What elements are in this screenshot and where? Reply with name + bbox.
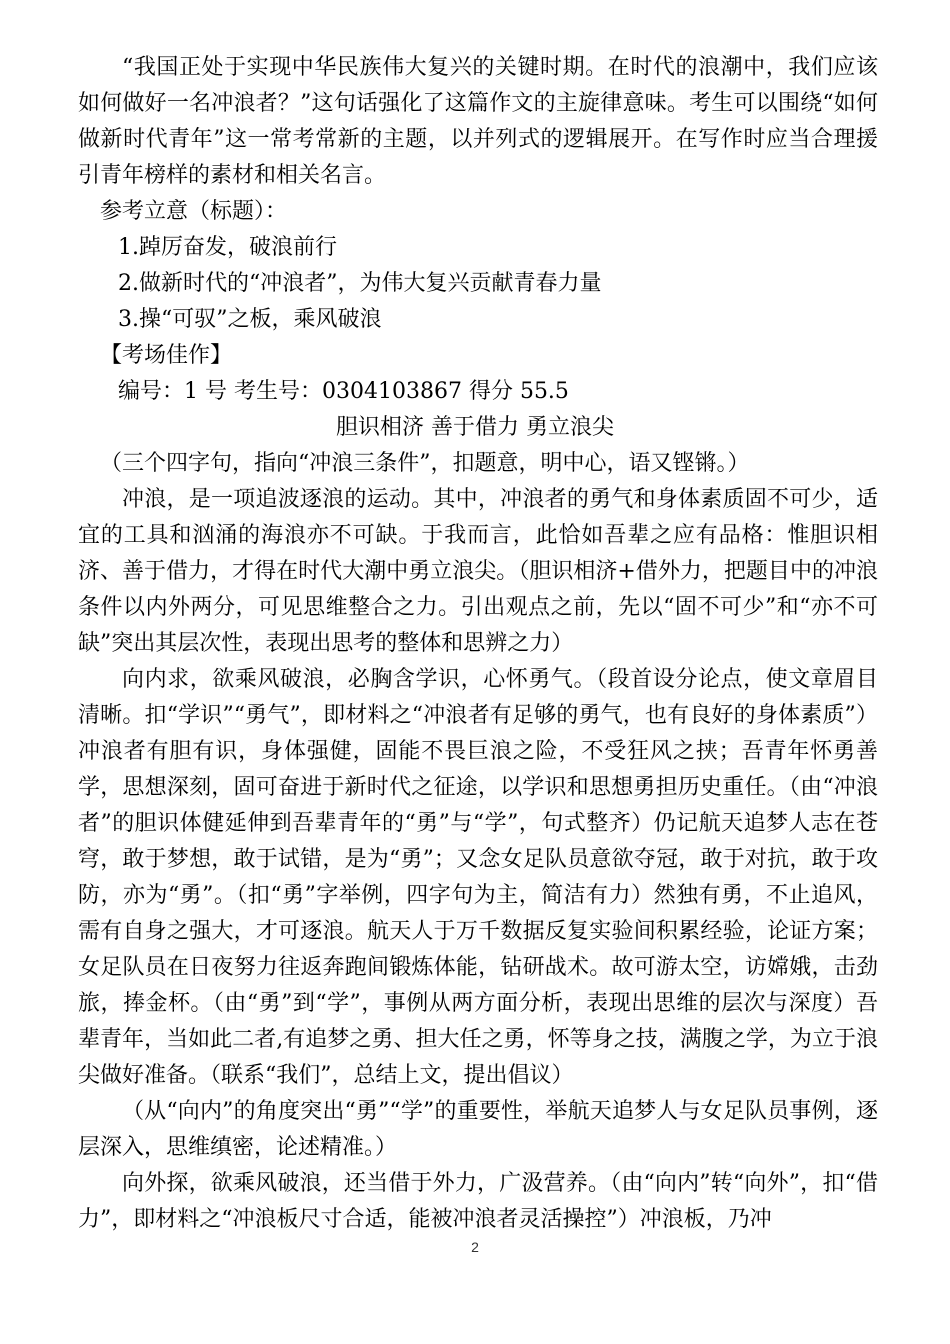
page-body xyxy=(78,50,878,1238)
reference-item: 1.踔厉奋发，破浪前行 xyxy=(118,235,337,260)
reference-item: 3.操“可驭”之板，乘风破浪 xyxy=(118,307,382,332)
intro-paragraph: “我国正处于实现中华民族伟大复兴的关键时期。在时代的浪潮中，我们应该如何做好一名冲浪者？”这句话强化了这篇作文的主旋律意味。考生可以围绕“如何做新时代青年”这一常考常新的主题，以并列式的逻辑展开。在写作时应当合理援引青年榜样的素材和相关名言。 xyxy=(78,55,878,188)
title-comment: （三个四字句，指向“冲浪三条件”，扣题意，明中心，语又铿锵。） xyxy=(100,451,750,476)
essay-paragraph-1: 冲浪，是一项追波逐浪的运动。其中，冲浪者的勇气和身体素质固不可少，适宜的工具和汹涌的海浪亦不可缺。于我而言，此恰如吾辈之应有品格：惟胆识相济、善于借力，才得在时代大潮中勇立浪尖。（胆识相济+借外力，把题目中的冲浪条件以内外两分，可见思维整合之力。引出观点之前，先以“固不可少”和“亦不可缺”突出其层次性，表现出思考的整体和思辨之力） xyxy=(78,487,878,656)
essay-meta: 编号：1 号 考生号：0304103867 得分 55.5 xyxy=(118,379,569,404)
paragraph-2-comment: （从“向内”的角度突出“勇”“学”的重要性，举航天追梦人与女足队员事例，逐层深入，思维缜密，论述精准。） xyxy=(78,1099,878,1160)
essay-title: 胆识相济 善于借力 勇立浪尖 xyxy=(336,415,614,440)
essay-paragraph-2: 向内求，欲乘风破浪，必胸含学识，心怀勇气。（段首设分论点，使文章眉目清晰。扣“学识”“勇气”，即材料之“冲浪者有足够的勇气，也有良好的身体素质”）冲浪者有胆有识，身体强健，固能不畏巨浪之险，不受狂风之挟；吾青年怀勇善学，思想深刻，固可奋进于新时代之征途，以学识和思想勇担历史重任。（由“冲浪者”的胆识体健延伸到吾辈青年的“勇”与“学”，句式整齐）仍记航天追梦人志在苍穹，敢于梦想，敢于试错，是为“勇”；又念女足队员意欲夺冠，敢于对抗，敢于攻防，亦为“勇”。（扣“勇”字举例，四字句为主，简洁有力）然独有勇，不止追风，需有自身之强大，才可逐浪。航天人于万千数据反复实验间积累经验，论证方案；女足队员在日夜努力往返奔跑间锻炼体能，钻研战术。故可游太空，访嫦娥，击劲旅，捧金杯。（由“勇”到“学”，事例从两方面分析，表现出思维的层次与深度）吾辈青年，当如此二者,有追梦之勇、担大任之勇，怀等身之技，满腹之学，为立于浪尖做好准备。（联系“我们”，总结上文，提出倡议） xyxy=(78,667,878,1088)
reference-item: 2.做新时代的“冲浪者”，为伟大复兴贡献青春力量 xyxy=(118,271,602,296)
essay-paragraph-3: 向外探，欲乘风破浪，还当借于外力，广汲营养。（由“向内”转“向外”，扣“借力”，即材料之“冲浪板尺寸合适，能被冲浪者灵活操控”）冲浪板，乃冲 xyxy=(78,1171,878,1232)
reference-heading: 参考立意（标题）： xyxy=(100,199,288,224)
page-number: 2 xyxy=(471,1239,479,1255)
section-heading: 【考场佳作】 xyxy=(100,343,233,368)
